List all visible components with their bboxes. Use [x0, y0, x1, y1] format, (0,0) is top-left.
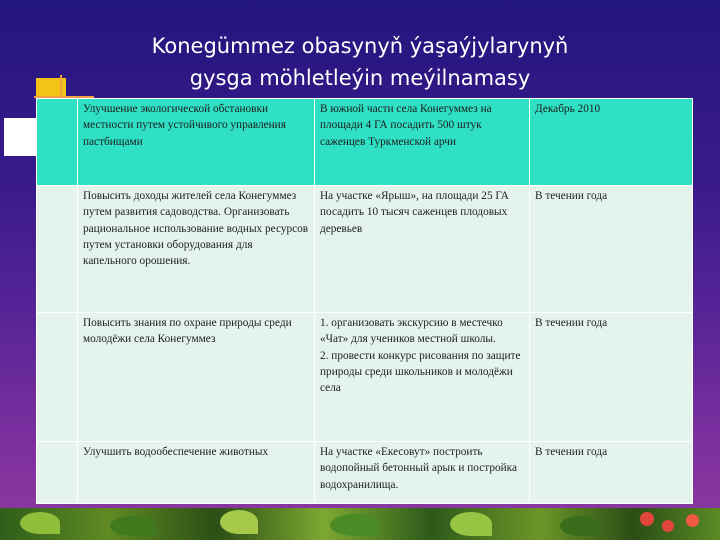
decorative-foliage-band — [0, 508, 720, 540]
decorative-flower — [640, 512, 654, 526]
deadline-cell: В течении года — [530, 442, 693, 504]
deadline-cell: В течении года — [530, 186, 693, 313]
decorative-leaf — [560, 516, 600, 536]
decorative-flower — [662, 520, 674, 532]
decorative-flower — [686, 514, 699, 527]
deadline-cell: В течении года — [530, 313, 693, 442]
table-row — [37, 186, 693, 313]
goal-cell: Улучшить водообеспечение животных — [78, 442, 315, 504]
goal-cell: Повысить знания по охране природы среди молодёжи села Конегуммез — [78, 313, 315, 442]
slide-title-line-1: Konegümmez obasynyň ýaşaýjylarynyň — [151, 34, 569, 58]
row-marker-cell — [37, 99, 78, 186]
slide-title-line-2: gysga möhletleýin meýilnamasy — [189, 66, 531, 90]
deadline-cell: Декабрь 2010 — [530, 99, 693, 186]
action-cell: 1. организовать экскурсию в местечко «Чат» для учеников местной школы. 2. провести конкурс рисования по защите природы среди школьников и молодёжи села — [315, 313, 530, 442]
decorative-leaf — [450, 512, 492, 536]
table-row — [37, 99, 693, 186]
row-marker-cell — [37, 442, 78, 504]
action-cell: На участке «Ярыш», на площади 25 ГА посадить 10 тысяч саженцев плодовых деревьев — [315, 186, 530, 313]
action-cell: В южной части села Конегуммез на площади 4 ГА посадить 500 штук саженцев Туркменской арчи — [315, 99, 530, 186]
decorative-leaf — [110, 516, 156, 536]
row-marker-cell — [37, 186, 78, 313]
row-marker-cell — [37, 313, 78, 442]
table-row — [37, 313, 693, 442]
goal-cell: Улучшение экологической обстановки местности путем устойчивого управления пастбищами — [78, 99, 315, 186]
table-row — [37, 442, 693, 504]
goal-cell: Повысить доходы жителей села Конегуммез путем развития садоводства. Организовать рациональное использование водных ресурсов путем установки оборудования для капельного орошения. — [78, 186, 315, 313]
decorative-leaf — [330, 514, 380, 536]
decorative-leaf — [220, 510, 258, 534]
plan-table — [36, 98, 693, 504]
decorative-leaf — [20, 512, 60, 534]
action-cell: На участке «Екесовут» построить водопойный бетонный арык и постройка водохранилища. — [315, 442, 530, 504]
slide-title — [100, 30, 620, 94]
